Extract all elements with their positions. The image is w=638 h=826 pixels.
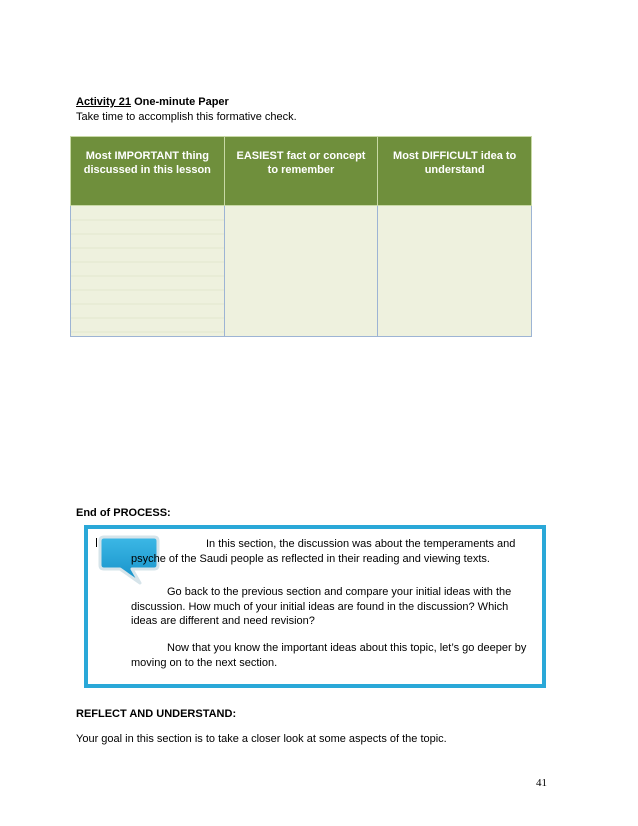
header-most-difficult: Most DIFFICULT idea to understand: [378, 137, 532, 206]
tick-mark: [96, 538, 97, 547]
table-answer-row: [71, 206, 532, 337]
process-summary-box: [84, 525, 546, 688]
reflect-heading: REFLECT AND UNDERSTAND:: [76, 708, 237, 720]
answer-cell-most-difficult[interactable]: [378, 206, 532, 337]
one-minute-paper-table: [70, 136, 532, 337]
reflect-goal-text: Your goal in this section is to take a closer look at some aspects of the topic.: [76, 733, 447, 745]
activity-number: Activity 21: [76, 96, 132, 108]
page-number: 41: [536, 777, 547, 789]
answer-cell-most-important[interactable]: [71, 206, 225, 337]
end-of-process-heading: End of PROCESS:: [76, 507, 171, 519]
header-most-important: Most IMPORTANT thing discussed in this lesson: [71, 137, 225, 206]
process-paragraph-3: Now that you know the important ideas about this topic, let’s go deeper by moving on to the next section.: [131, 642, 527, 669]
activity-name: One-minute Paper: [131, 96, 229, 108]
table-header-row: [71, 137, 532, 206]
process-paragraph-2: Go back to the previous section and compare your initial ideas with the discussion. How much of your initial ideas are found in the discussion? Which ideas are different and need revision?: [131, 586, 512, 627]
activity-instruction: Take time to accomplish this formative check.: [76, 111, 297, 123]
process-paragraph-1: In this section, the discussion was about the temperaments and psyche of the Saudi people as reflected in their reading and viewing texts.: [131, 538, 516, 565]
header-easiest: EASIEST fact or concept to remember: [224, 137, 378, 206]
answer-cell-easiest[interactable]: [224, 206, 378, 337]
activity-title: [76, 96, 229, 108]
